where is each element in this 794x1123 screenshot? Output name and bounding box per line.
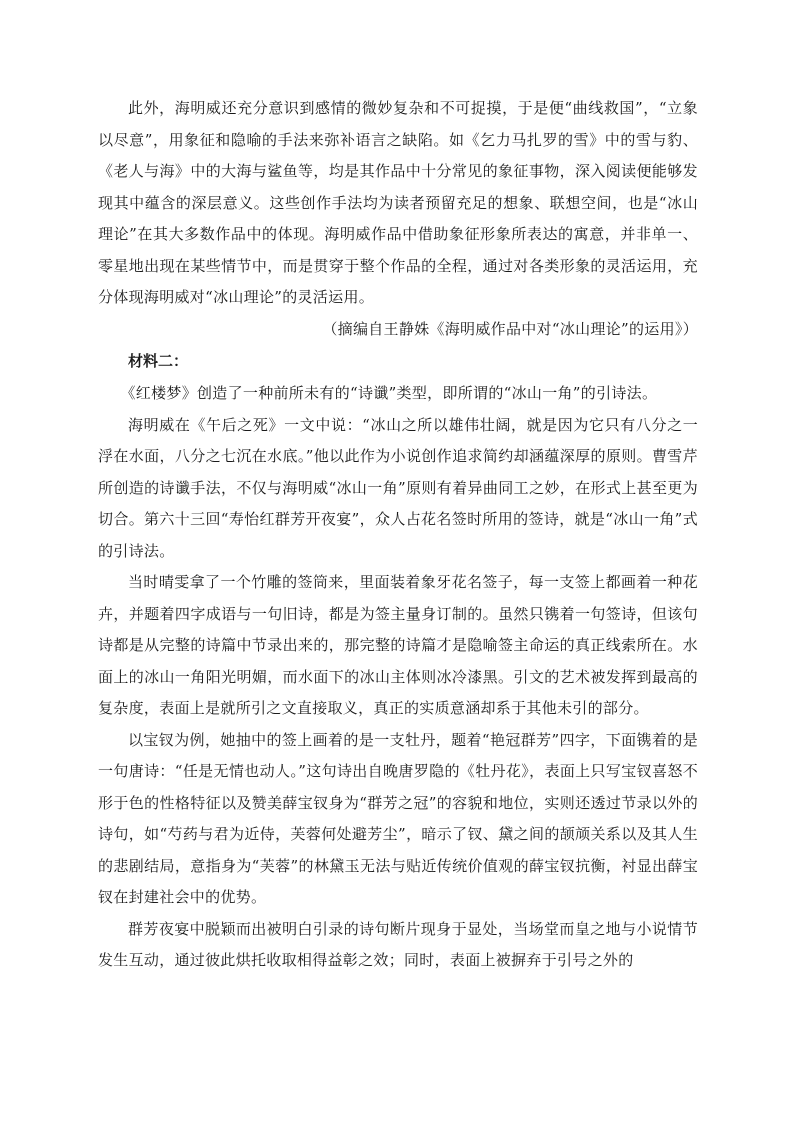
paragraph-poetic-prophecy: 《红楼梦》创造了一种前所未有的“诗谶”类型，即所谓的“冰山一角”的引诗法。	[120, 384, 658, 402]
paragraph-baochai-example: 以宝钗为例，她抽中的签上画着的是一支牡丹，题着“艳冠群芳”四字，下面镌着的是一句唐诗：“任是无情也动人。”这句诗出自晚唐罗隐的《牡丹花》，表面上只写宝钗喜怒不形于色的性格特征以及赞美薛宝钗身为“群芳之冠”的容貌和地位，实则还透过节录以外的诗句，如“芍药与君为近侍，芙蓉何处避芳尘”，暗示了钗、黛之间的颉颃关系以及其人生的悲剧结局，意指身为“芙蓉”的林黛玉无法与贴近传统价值观的薛宝钗抗衡，衬显出薛宝钗在封建社会中的优势。	[98, 730, 698, 906]
document-body	[98, 93, 698, 977]
source-citation: （摘编自王静姝《海明威作品中对“冰山理论”的运用》）	[322, 319, 698, 338]
paragraph-feast-poetry: 群芳夜宴中脱颖而出被明白引录的诗句断片现身于显处，当场堂而皇之地与小说情节发生互动，通过彼此烘托收取相得益彰之效；同时，表面上被摒弃于引号之外的	[98, 919, 698, 969]
paragraph-iceberg-principle: 海明威在《午后之死》一文中说：“冰山之所以雄伟壮阔，就是因为它只有八分之一浮在水面，八分之七沉在水底。”他以此作为小说创作追求简约却涵蕴深厚的原则。曹雪芹所创造的诗谶手法，不仅与海明威“冰山一角”原则有着异曲同工之妙，在形式上甚至更为切合。第六十三回“寿怡红群芳开夜宴”，众人占花名签时所用的签诗，就是“冰山一角”式的引诗法。	[98, 415, 698, 560]
paragraph-hemingway-symbolism: 此外，海明威还充分意识到感情的微妙复杂和不可捉摸，于是便“曲线救国”，“立象以尽意”，用象征和隐喻的手法来弥补语言之缺陷。如《乞力马扎罗的雪》中的雪与豹、《老人与海》中的大海与鲨鱼等，均是其作品中十分常见的象征事物，深入阅读便能够发现其中蕴含的深层意义。这些创作手法均为读者预留充足的想象、联想空间，也是“冰山理论”在其大多数作品中的体现。海明威作品中借助象征形象所表达的寓意，并非单一、零星地出现在某些情节中，而是贯穿于整个作品的全程，通过对各类形象的灵活运用，充分体现海明威对“冰山理论”的灵活运用。	[98, 99, 698, 306]
paragraph-flower-lots: 当时晴雯拿了一个竹雕的签筒来，里面装着象牙花名签子，每一支签上都画着一种花卉，并题着四字成语与一句旧诗，都是为签主量身订制的。虽然只镌着一句签诗，但该句诗都是从完整的诗篇中节录出来的，那完整的诗篇才是隐喻签主命运的真正线索所在。水面上的冰山一角阳光明媚，而水面下的冰山主体则冰冷漆黑。引文的艺术被发挥到最高的复杂度，表面上是就所引之文直接取义，真正的实质意涵却系于其他未引的部分。	[98, 573, 698, 717]
section-heading-material-2: 材料二：	[128, 352, 189, 370]
